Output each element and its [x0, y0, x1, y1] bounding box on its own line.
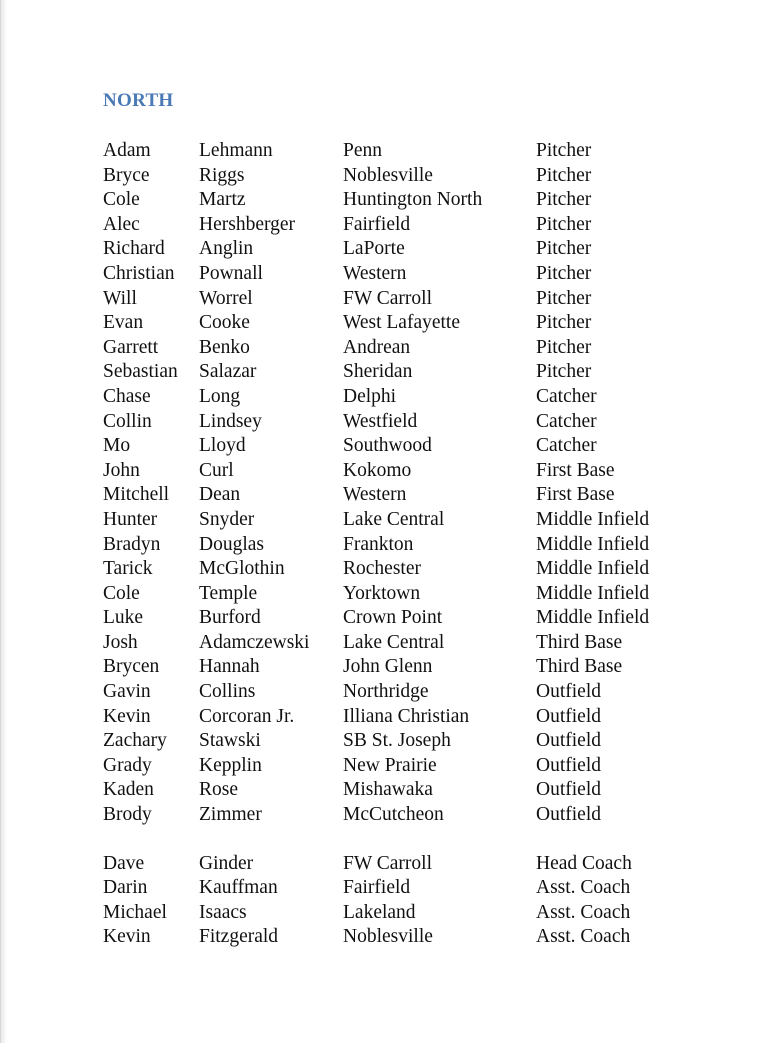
first-name-cell: Mitchell	[103, 484, 170, 506]
first-name-cell: Grady	[103, 754, 152, 776]
position-cell: First Base	[536, 484, 615, 506]
first-name-cell: Cole	[103, 189, 140, 211]
last-name-cell: Martz	[199, 189, 246, 211]
player-row	[103, 311, 743, 336]
position-cell: Outfield	[536, 681, 601, 703]
first-name-cell: Michael	[103, 901, 167, 923]
position-cell: Pitcher	[536, 361, 592, 383]
position-cell: First Base	[536, 459, 615, 481]
first-name-cell: Brody	[103, 804, 152, 826]
section-title: NORTH	[103, 90, 174, 111]
position-cell: Pitcher	[536, 262, 592, 284]
first-name-cell: Zachary	[103, 730, 167, 752]
school-cell: Fairfield	[343, 877, 411, 899]
player-row	[103, 237, 743, 262]
position-cell: Pitcher	[536, 140, 592, 161]
school-cell: FW Carroll	[343, 852, 433, 874]
school-cell: Mishawaka	[343, 779, 433, 801]
last-name-cell: Isaacs	[199, 901, 247, 923]
last-name-cell: Dean	[199, 484, 241, 506]
first-name-cell: Sebastian	[103, 361, 178, 383]
position-cell: Outfield	[536, 779, 601, 801]
position-cell: Third Base	[536, 631, 623, 653]
last-name-cell: Fitzgerald	[199, 926, 279, 948]
player-row	[103, 680, 743, 705]
position-cell: Middle Infield	[536, 607, 650, 629]
position-cell: Pitcher	[536, 312, 592, 334]
last-name-cell: Kepplin	[199, 754, 262, 776]
last-name-cell: Adamczewski	[199, 631, 310, 653]
position-cell: Outfield	[536, 705, 601, 727]
last-name-cell: Rose	[199, 779, 238, 801]
school-cell: Sheridan	[343, 361, 413, 383]
player-row	[103, 631, 743, 656]
first-name-cell: Richard	[103, 238, 165, 260]
school-cell: John Glenn	[343, 656, 433, 678]
school-cell: Delphi	[343, 385, 397, 407]
school-cell: Westfield	[343, 410, 418, 432]
position-cell: Pitcher	[536, 336, 592, 358]
last-name-cell: Riggs	[199, 164, 245, 186]
first-name-cell: Bradyn	[103, 533, 161, 555]
school-cell: Lake Central	[343, 508, 445, 530]
position-cell: Outfield	[536, 730, 601, 752]
player-row	[103, 139, 743, 164]
school-cell: Lake Central	[343, 631, 445, 653]
school-cell: McCutcheon	[343, 804, 444, 826]
player-row	[103, 655, 743, 680]
position-cell: Middle Infield	[536, 508, 650, 530]
school-cell: Noblesville	[343, 164, 433, 186]
last-name-cell: Kauffman	[199, 877, 278, 899]
player-row	[103, 754, 743, 779]
roster-table	[103, 139, 743, 950]
position-cell: Asst. Coach	[536, 877, 631, 899]
player-row	[103, 262, 743, 287]
last-name-cell: Burford	[199, 607, 261, 629]
first-name-cell: Tarick	[103, 558, 153, 580]
first-name-cell: Chase	[103, 385, 151, 407]
first-name-cell: John	[103, 459, 140, 481]
player-row	[103, 188, 743, 213]
position-cell: Pitcher	[536, 189, 592, 211]
player-row	[103, 803, 743, 828]
first-name-cell: Kevin	[103, 926, 151, 948]
last-name-cell: Snyder	[199, 508, 255, 530]
position-cell: Catcher	[536, 385, 597, 407]
first-name-cell: Gavin	[103, 681, 151, 703]
school-cell: West Lafayette	[343, 312, 460, 334]
position-cell: Head Coach	[536, 852, 632, 874]
position-cell: Pitcher	[536, 287, 592, 309]
first-name-cell: Kaden	[103, 779, 154, 801]
position-cell: Asst. Coach	[536, 901, 631, 923]
first-name-cell: Alec	[103, 213, 140, 235]
player-row	[103, 434, 743, 459]
player-row	[103, 582, 743, 607]
last-name-cell: Cooke	[199, 312, 250, 334]
player-row	[103, 606, 743, 631]
school-cell: Illiana Christian	[343, 705, 470, 727]
school-cell: LaPorte	[343, 238, 405, 260]
first-name-cell: Kevin	[103, 705, 151, 727]
last-name-cell: Collins	[199, 681, 256, 703]
school-cell: Frankton	[343, 533, 414, 555]
last-name-cell: Curl	[199, 459, 234, 481]
player-row	[103, 385, 743, 410]
school-cell: Huntington North	[343, 189, 483, 211]
first-name-cell: Garrett	[103, 336, 159, 358]
first-name-cell: Mo	[103, 435, 131, 457]
school-cell: Andrean	[343, 336, 411, 358]
player-row	[103, 533, 743, 558]
first-name-cell: Hunter	[103, 508, 158, 530]
first-name-cell: Josh	[103, 631, 138, 653]
last-name-cell: Salazar	[199, 361, 257, 383]
school-cell: Western	[343, 262, 407, 284]
players-list	[103, 139, 743, 828]
school-cell: Noblesville	[343, 926, 433, 948]
player-row	[103, 360, 743, 385]
school-cell: Penn	[343, 140, 382, 161]
first-name-cell: Will	[103, 287, 137, 309]
school-cell: FW Carroll	[343, 287, 433, 309]
last-name-cell: Lehmann	[199, 140, 273, 161]
school-cell: Crown Point	[343, 607, 443, 629]
first-name-cell: Evan	[103, 312, 144, 334]
last-name-cell: Anglin	[199, 238, 254, 260]
position-cell: Outfield	[536, 804, 601, 826]
coach-row	[103, 852, 743, 877]
player-row	[103, 410, 743, 435]
player-row	[103, 729, 743, 754]
last-name-cell: Long	[199, 385, 241, 407]
player-row	[103, 213, 743, 238]
player-row	[103, 557, 743, 582]
school-cell: Fairfield	[343, 213, 411, 235]
first-name-cell: Christian	[103, 262, 175, 284]
first-name-cell: Brycen	[103, 656, 160, 678]
position-cell: Catcher	[536, 435, 597, 457]
player-row	[103, 164, 743, 189]
last-name-cell: Temple	[199, 582, 258, 604]
position-cell: Pitcher	[536, 164, 592, 186]
section-gap	[103, 828, 743, 852]
first-name-cell: Bryce	[103, 164, 150, 186]
position-cell: Pitcher	[536, 238, 592, 260]
position-cell: Middle Infield	[536, 582, 650, 604]
last-name-cell: Benko	[199, 336, 250, 358]
school-cell: Northridge	[343, 681, 429, 703]
school-cell: Western	[343, 484, 407, 506]
first-name-cell: Adam	[103, 140, 151, 161]
last-name-cell: Worrel	[199, 287, 253, 309]
position-cell: Middle Infield	[536, 533, 650, 555]
school-cell: Rochester	[343, 558, 421, 580]
last-name-cell: McGlothin	[199, 558, 285, 580]
last-name-cell: Douglas	[199, 533, 264, 555]
school-cell: Yorktown	[343, 582, 421, 604]
coach-row	[103, 925, 743, 950]
school-cell: Southwood	[343, 435, 432, 457]
page-edge	[1, 0, 7, 1043]
first-name-cell: Dave	[103, 852, 145, 874]
school-cell: Kokomo	[343, 459, 412, 481]
first-name-cell: Collin	[103, 410, 152, 432]
last-name-cell: Hershberger	[199, 213, 296, 235]
last-name-cell: Pownall	[199, 262, 263, 284]
player-row	[103, 336, 743, 361]
player-row	[103, 508, 743, 533]
coaches-list	[103, 852, 743, 950]
coach-row	[103, 876, 743, 901]
school-cell: Lakeland	[343, 901, 416, 923]
position-cell: Third Base	[536, 656, 623, 678]
position-cell: Catcher	[536, 410, 597, 432]
last-name-cell: Lloyd	[199, 435, 246, 457]
position-cell: Asst. Coach	[536, 926, 631, 948]
first-name-cell: Darin	[103, 877, 148, 899]
last-name-cell: Zimmer	[199, 804, 262, 826]
school-cell: SB St. Joseph	[343, 730, 451, 752]
last-name-cell: Ginder	[199, 852, 254, 874]
player-row	[103, 287, 743, 312]
player-row	[103, 483, 743, 508]
player-row	[103, 705, 743, 730]
first-name-cell: Luke	[103, 607, 144, 629]
player-row	[103, 459, 743, 484]
last-name-cell: Corcoran Jr.	[199, 705, 295, 727]
position-cell: Pitcher	[536, 213, 592, 235]
last-name-cell: Hannah	[199, 656, 260, 678]
last-name-cell: Lindsey	[199, 410, 262, 432]
coach-row	[103, 901, 743, 926]
school-cell: New Prairie	[343, 754, 437, 776]
last-name-cell: Stawski	[199, 730, 261, 752]
first-name-cell: Cole	[103, 582, 140, 604]
position-cell: Middle Infield	[536, 558, 650, 580]
player-row	[103, 778, 743, 803]
position-cell: Outfield	[536, 754, 601, 776]
